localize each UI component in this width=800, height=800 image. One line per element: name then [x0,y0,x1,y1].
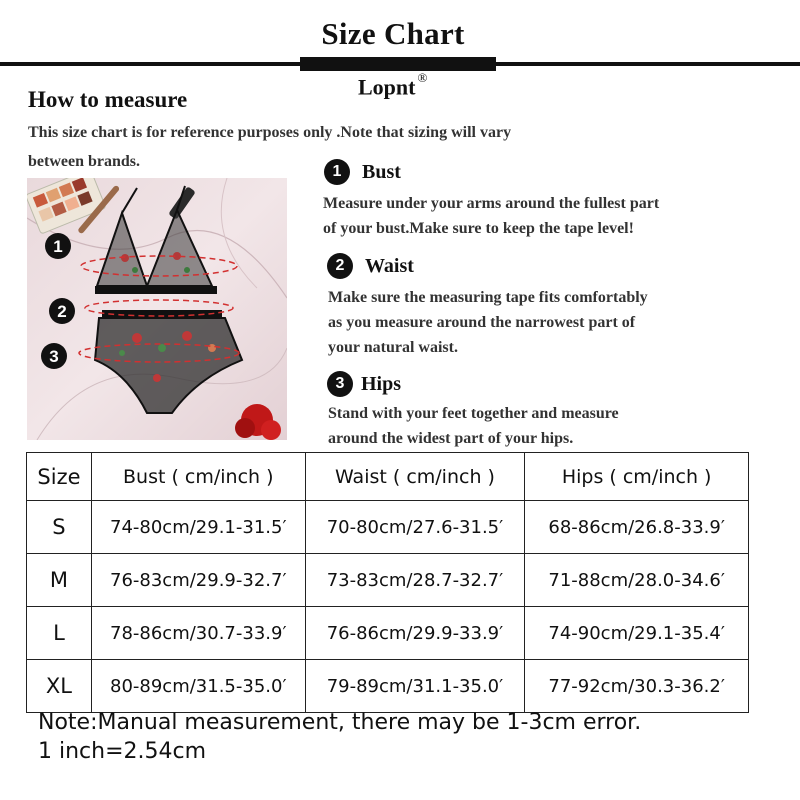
table-row [27,607,749,660]
header-hips: Hips ( cm/inch ) [525,453,749,501]
hips-title: Hips [361,372,402,395]
bust-section [324,159,659,241]
header-waist: Waist ( cm/inch ) [305,453,525,501]
waist-line-2: as you measure around the narrowest part of [328,314,636,331]
bust-line-2: of your bust.Make sure to keep the tape level! [323,220,634,237]
page-title: Size Chart [321,16,465,51]
bust-heading [324,159,659,185]
number-1-icon: 1 [324,159,350,185]
hips-cell: 68-86cm/26.8-33.9′ [525,501,749,554]
waist-heading [327,253,648,279]
waist-title: Waist [365,254,414,277]
photo-marker-2 [49,298,75,324]
header-size: Size [27,453,92,501]
bust-cell: 76-83cm/29.9-32.7′ [91,554,305,607]
note-line-2: 1 inch=2.54cm [38,739,207,764]
number-3-icon: 3 [327,371,353,397]
svg-text:3: 3 [49,347,59,366]
brand-name [358,70,428,100]
waist-cell: 79-89cm/31.1-35.0′ [305,660,525,713]
bust-cell: 80-89cm/31.5-35.0′ [91,660,305,713]
hips-cell: 71-88cm/28.0-34.6′ [525,554,749,607]
svg-text:2: 2 [57,302,67,321]
measurement-note [38,708,641,766]
table-row [27,660,749,713]
hips-instructions [328,401,619,451]
registered-mark: ® [417,70,428,85]
waist-line-3: your natural waist. [328,339,458,356]
waist-instructions [328,285,648,360]
waist-section [327,253,648,360]
table-row [27,501,749,554]
bust-line-1: Measure under your arms around the fullest part [323,195,660,212]
hips-cell: 74-90cm/29.1-35.4′ [525,607,749,660]
waist-cell: 70-80cm/27.6-31.5′ [305,501,525,554]
waist-cell: 73-83cm/28.7-32.7′ [305,554,525,607]
hips-line-1: Stand with your feet together and measure [328,405,619,422]
photo-marker-1 [45,233,71,259]
size-table [26,452,749,713]
bust-instructions [323,191,659,241]
hips-line-2: around the widest part of your hips. [328,430,574,447]
how-to-heading: How to measure [28,87,188,112]
table-header-row [27,453,749,501]
photo-marker-3 [41,343,67,369]
hips-section [327,371,619,451]
brand-text: Lopnt [358,74,416,100]
size-cell: S [27,501,92,554]
waist-cell: 76-86cm/29.9-33.9′ [305,607,525,660]
product-photo [27,178,287,440]
disclaimer-line-1: This size chart is for reference purposes only .Note that sizing will vary [28,124,512,141]
waist-line-1: Make sure the measuring tape fits comfortably [328,289,648,306]
number-2-icon: 2 [327,253,353,279]
size-cell: L [27,607,92,660]
title-rule-thick [300,57,496,71]
header-bust: Bust ( cm/inch ) [91,453,305,501]
disclaimer-line-2: between brands. [28,153,141,170]
size-cell: M [27,554,92,607]
table-row [27,554,749,607]
svg-text:1: 1 [53,237,63,256]
note-line-1: Note:Manual measurement, there may be 1-3cm error. [38,710,642,735]
hips-cell: 77-92cm/30.3-36.2′ [525,660,749,713]
bust-cell: 74-80cm/29.1-31.5′ [91,501,305,554]
bust-cell: 78-86cm/30.7-33.9′ [91,607,305,660]
hips-heading [327,371,619,397]
bust-title: Bust [362,160,401,183]
size-cell: XL [27,660,92,713]
